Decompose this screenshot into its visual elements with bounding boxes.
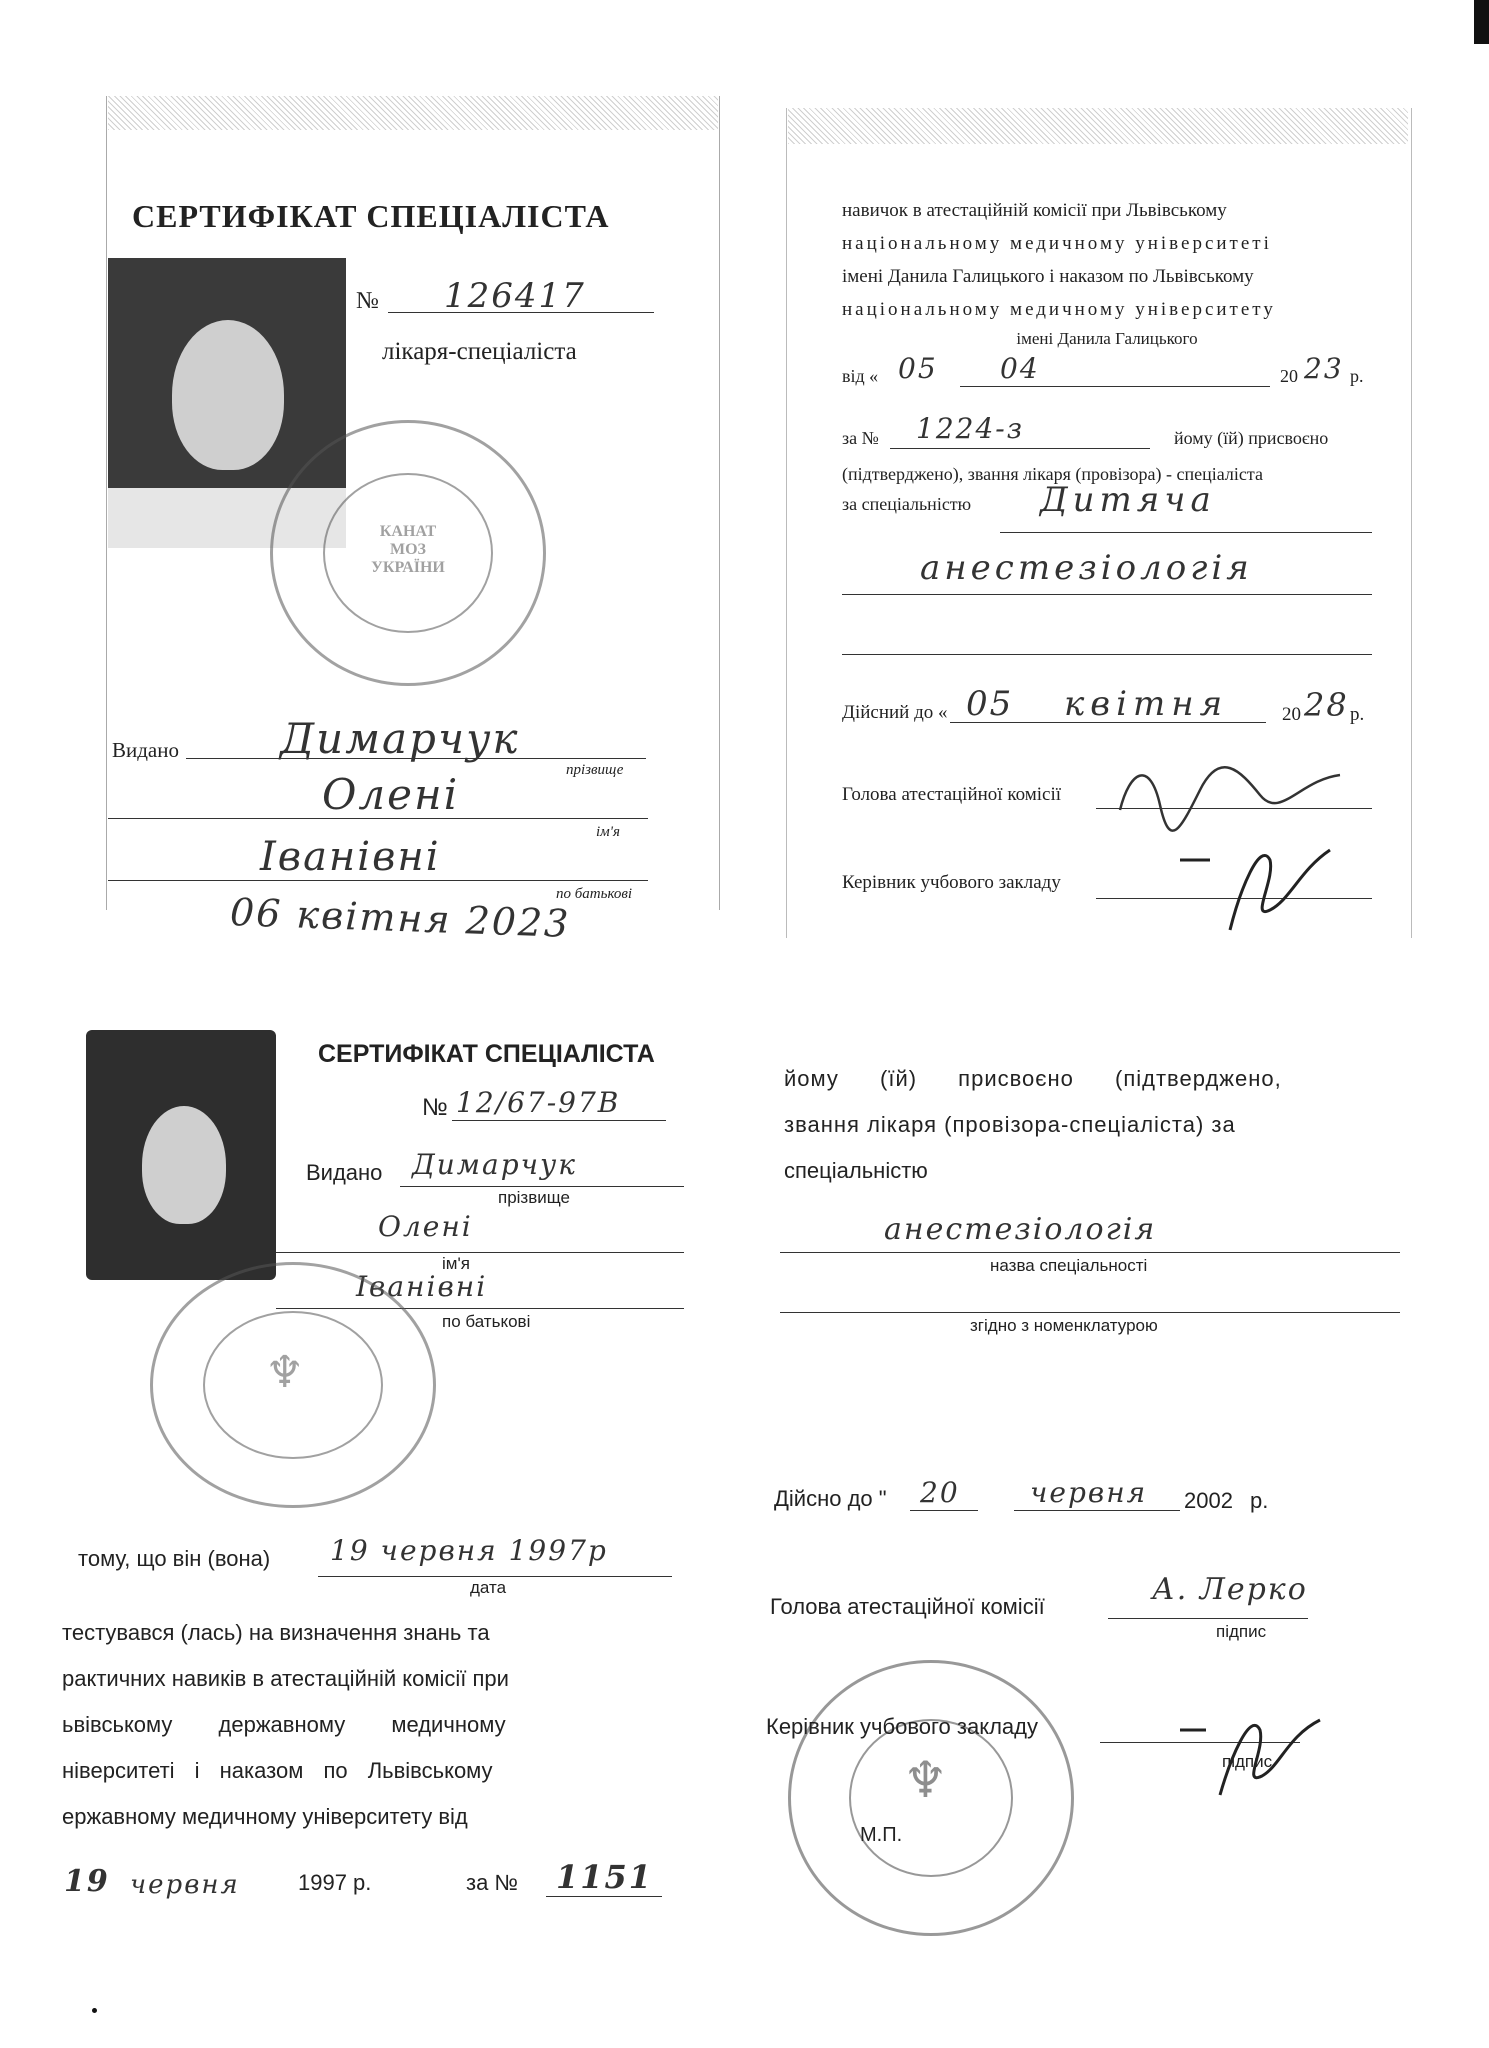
cert2-right-text [784,1056,1400,1194]
cert1-from-year-prefix: 20 [1280,366,1298,386]
cert2-head-signature-caption: підпис [1222,1752,1273,1771]
cert2-order-no-value: 1151 [556,1858,654,1896]
cert2-chair-signature: А. Лерко [1152,1572,1308,1607]
cert2-specialty-line [780,1252,1400,1253]
cert2-surname-line [400,1186,684,1187]
cert1-patronymic-line [108,880,648,881]
cert2-that-value: 19 червня 1997р [330,1534,608,1567]
cert1-from-day: 05 [898,352,938,385]
cert1-name-caption: ім'я [596,824,620,840]
cert2-surname-value: Димарчук [412,1148,578,1181]
cert1-assigned-text: йому (їй) присвоєно [1174,428,1329,448]
cert1-from-year-suffix: 23 [1304,352,1344,385]
cert1-subtitle: лікаря-спеціаліста [382,338,577,365]
cert2-chair-line [1108,1618,1308,1619]
cert2-head-label: Керівник учбового закладу [766,1714,1039,1739]
cert2-valid-year: 2002 [1184,1488,1233,1513]
cert1-specialty-line1: Дитяча [1040,480,1216,520]
cert1-date-handwritten: 06 квітня 2023 [229,890,572,946]
cert1-valid-year-prefix: 20 [1282,704,1301,725]
cert1-order-label: за № [842,428,879,448]
cert1-right-line-5: імені Данила Галицького [1016,329,1198,348]
cert1-right-line-2: національному медичному університеті [842,233,1272,254]
cert2-seal-label: М.П. [860,1824,903,1846]
trident-icon: ♆ [903,1751,948,1809]
cert2-patronymic-value: Іванівні [356,1270,488,1303]
cert2-name-line [276,1252,684,1253]
cert1-title: СЕРТИФІКАТ СПЕЦІАЛІСТА [132,198,610,234]
cert1-specialty-line-1 [1000,532,1372,533]
cert1-specialty-line-2 [842,594,1372,595]
cert1-valid-day: 05 [966,684,1014,724]
cert2-chair-label: Голова атестаційної комісії [770,1594,1045,1619]
cert1-valid-label: Дійсний до « [842,702,948,723]
cert1-specialty-line-3 [842,654,1372,655]
cert1-no-label: № [356,288,379,314]
cert1-right-text [842,194,1372,352]
cert1-right-line-3: імені Данила Галицького і наказом по Львівському [842,266,1254,287]
cert1-issued-label: Видано [112,738,179,762]
cert1-no-value: 126417 [444,276,586,316]
cert1-patronymic-value: Іванівні [260,834,441,880]
cert1-confirmed-text: (підтверджено), звання лікаря (провізора) - спеціаліста [842,464,1263,484]
cert1-valid-year-end: р. [1350,704,1365,725]
cert1-valid-line [950,722,1266,723]
cert2-name-value: Олені [378,1210,473,1243]
cert2-order-no-line [546,1896,662,1897]
cert2-valid-day-line [910,1510,978,1511]
cert2-no-label: № [422,1094,448,1121]
cert1-surname-caption: прізвище [566,762,624,778]
cert2-nomenclature-line [780,1312,1400,1313]
cert2-issued-label: Видано [306,1160,383,1185]
cert1-from-label: від « [842,366,879,386]
cert1-stamp-text: КАНАТ МОЗ УКРАЇНИ [371,523,445,576]
cert2-body-line-3: ьвівському державному медичному [62,1712,506,1737]
cert1-valid-year-suffix: 28 [1304,686,1349,724]
cert2-right-line-3: спеціальністю [784,1158,928,1183]
cert2-body-line-5: ержавному медичному університету від [62,1804,468,1829]
cert2-body-line-4: ніверситеті і наказом по Львівському [62,1758,493,1783]
cert1-from-line [960,386,1270,387]
cert1-surname-value: Димарчук [280,714,520,763]
cert1-name-value: Олені [322,770,460,819]
cert1-from-month: 04 [1000,352,1040,385]
scan-dot [92,2008,97,2013]
cert2-specialty-caption: назва спеціальності [990,1256,1148,1275]
cert1-right-line-1: навичок в атестаційній комісії при Львівському [842,200,1227,221]
cert2-order-year: 1997 р. [298,1870,372,1895]
cert1-no-line [388,312,654,313]
cert1-name-line [108,818,648,819]
cert1-surname-line [186,758,646,759]
cert2-no-line [452,1120,666,1121]
cert2-order-month: червня [130,1870,240,1900]
cert2-valid-day: 20 [920,1476,960,1509]
cert1-order-line [890,448,1150,449]
cert2-valid-label: Дійсно до " [774,1486,887,1511]
cert2-body-line-2: рактичних навиків в атестаційній комісії при [62,1666,509,1691]
cert2-title: СЕРТИФІКАТ СПЕЦІАЛІСТА [318,1040,655,1068]
cert2-that-label: тому, що він (вона) [78,1546,271,1571]
cert2-specialty-value: анестезіологія [884,1212,1157,1247]
cert2-seal [788,1660,1074,1936]
cert2-valid-month: червня [1030,1476,1148,1509]
cert2-body [62,1610,672,1840]
cert2-nomenclature-caption: згідно з номенклатурою [970,1316,1158,1335]
cert1-right-line-4: національному медичному університету [842,299,1276,320]
cert2-no-value: 12/67-97В [456,1086,621,1119]
cert2-order-day: 19 [64,1864,110,1899]
cert2-valid-month-line [1014,1510,1180,1511]
cert2-valid-year-end: р. [1250,1488,1269,1513]
cert1-specialty-line2: анестезіологія [920,548,1253,588]
cert1-order-value: 1224-з [916,412,1024,445]
cert1-head-signature [1170,820,1350,950]
cert2-name-caption: ім'я [442,1254,470,1273]
cert1-head-label: Керівник учбового закладу [842,872,1061,893]
cert2-stamp [150,1262,436,1508]
cert2-signature-caption: підпис [1216,1622,1267,1641]
cert2-photo [86,1030,276,1280]
cert1-valid-month: квітня [1064,684,1229,724]
cert2-that-line [318,1576,672,1577]
cert2-right-line-1: йому (їй) присвоєно (підтверджено, [784,1066,1282,1091]
cert1-patronymic-caption: по батькові [556,886,633,902]
cert2-patronymic-caption: по батькові [442,1312,531,1331]
scan-mark [1474,0,1489,44]
cert2-surname-caption: прізвище [498,1188,571,1207]
cert2-that-caption: дата [470,1578,507,1597]
cert1-specialty-label: за спеціальністю [842,494,972,514]
cert2-head-signature [1170,1690,1340,1810]
trident-icon: ♆ [265,1347,305,1398]
cert2-right-line-2: звання лікаря (провізора-спеціаліста) за [784,1112,1236,1137]
cert2-order-no-label: за № [466,1870,519,1895]
cert1-chair-label: Голова атестаційної комісії [842,784,1062,805]
cert1-stamp [270,420,546,686]
cert2-body-line-1: тестувався (лась) на визначення знань та [62,1620,490,1645]
cert1-from-year-end: р. [1350,366,1364,386]
